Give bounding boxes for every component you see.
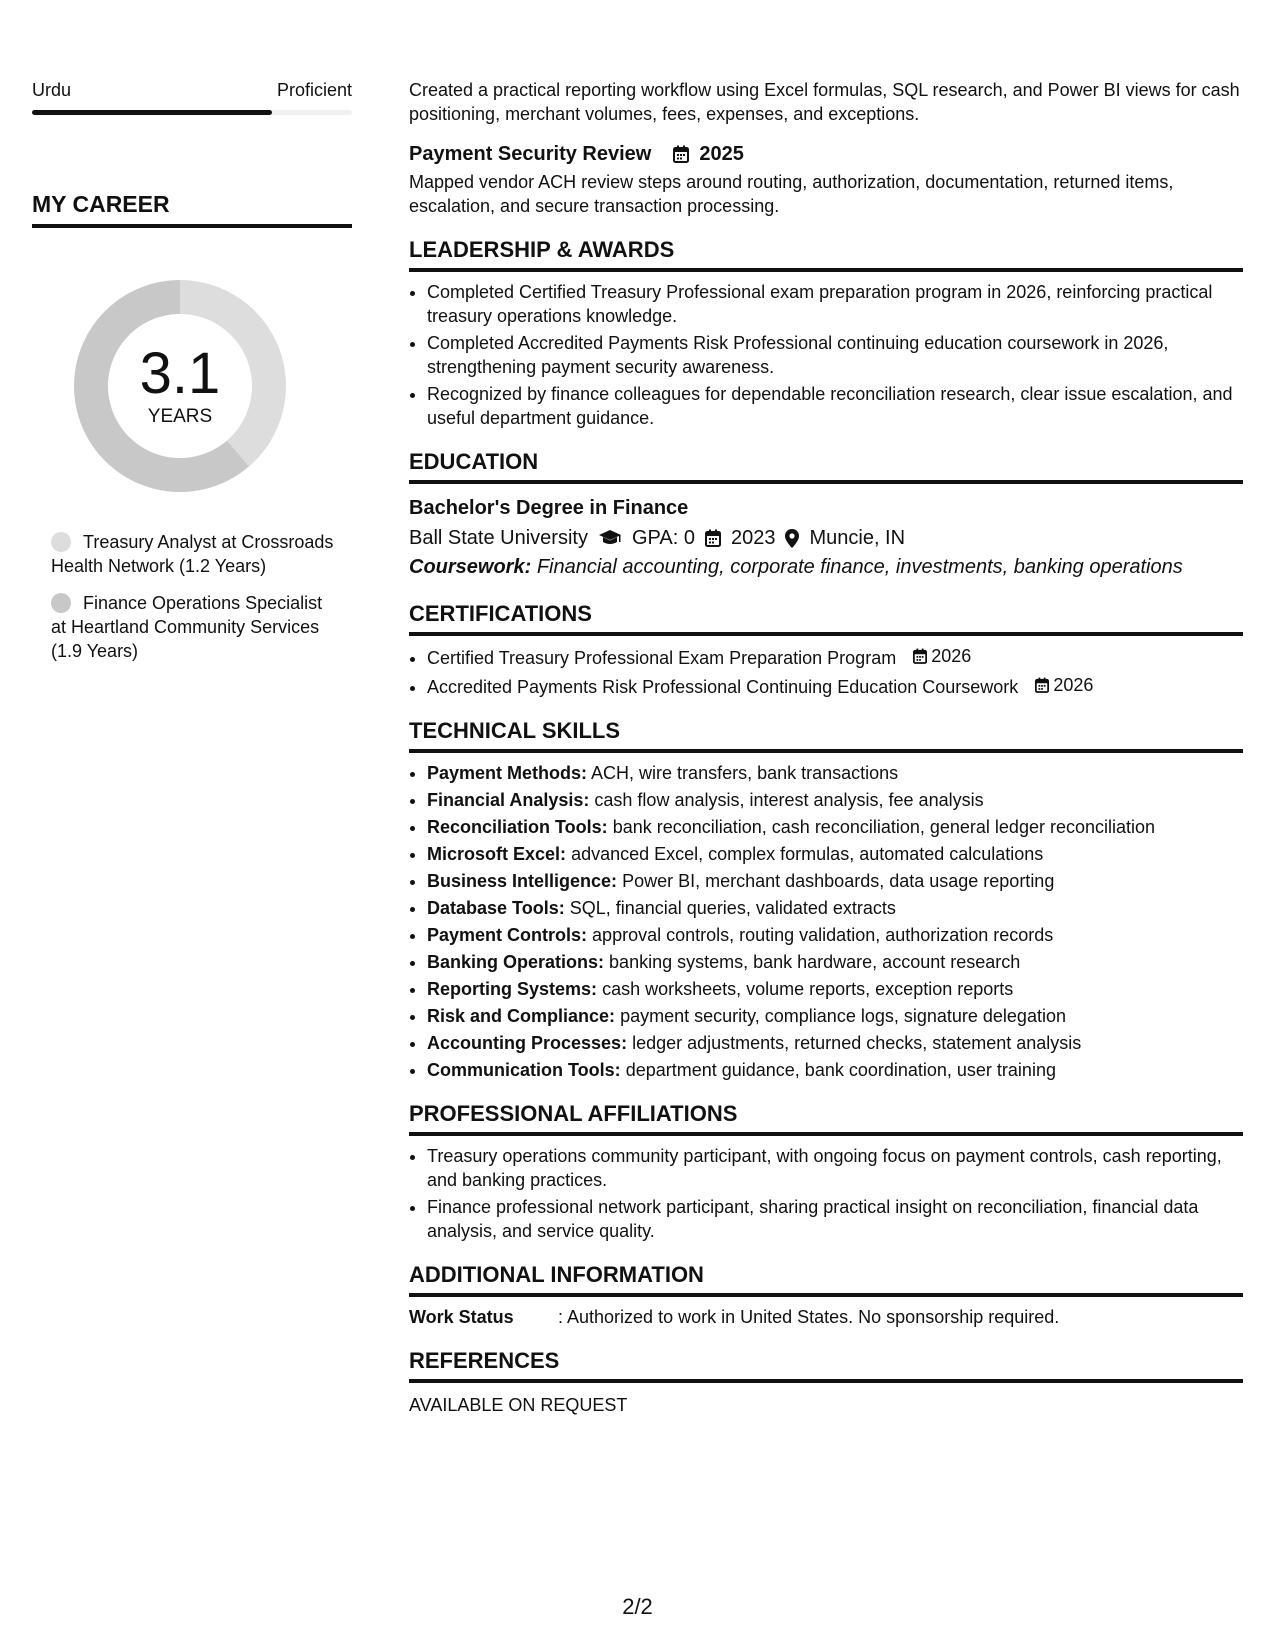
- leadership-list: [409, 280, 1243, 430]
- skill-item: [427, 896, 1243, 920]
- skill-label: Payment Methods:: [427, 763, 588, 783]
- affiliations-section-title: PROFESSIONAL AFFILIATIONS: [409, 1100, 1243, 1136]
- career-legend-label: Treasury Analyst at Crossroads Health Network (1.2 Years): [51, 532, 334, 576]
- list-item: • Recognized by finance colleagues for dependable reconciliation research, clear issue escalation, and useful department guidance.: [427, 382, 1243, 430]
- project-title: Payment Security Review: [409, 143, 652, 165]
- education-meta: [409, 524, 1243, 552]
- skill-value: ledger adjustments, returned checks, statement analysis: [632, 1033, 1082, 1053]
- career-legend-item: [51, 530, 341, 578]
- education-gpa: GPA: 0: [631, 527, 695, 549]
- list-item: • Completed Accredited Payments Risk Professional continuing education coursework in 2026, strengthening payment security awareness.: [427, 331, 1243, 379]
- list-item: [427, 644, 1243, 670]
- career-total-years: 3.1: [139, 341, 221, 406]
- references-text: AVAILABLE ON REQUEST: [409, 1395, 628, 1415]
- career-legend: [32, 530, 352, 663]
- skill-item: [427, 842, 1243, 866]
- project-year: 2025: [699, 143, 744, 165]
- affiliations-list: [409, 1144, 1243, 1243]
- calendar-icon: [1035, 677, 1049, 693]
- skill-value: department guidance, bank coordination, user training: [625, 1060, 1056, 1080]
- certification-year: 2026: [931, 646, 972, 666]
- project-description: Mapped vendor ACH review steps around routing, authorization, documentation, returned items, escalation, and secure transaction processing.: [409, 172, 1174, 216]
- skill-item: [427, 1031, 1243, 1055]
- additional-info-section-title: ADDITIONAL INFORMATION: [409, 1261, 1243, 1297]
- education-section-title: EDUCATION: [409, 448, 1243, 484]
- career-section-title: MY CAREER: [32, 191, 352, 228]
- skill-value: Power BI, merchant dashboards, data usage reporting: [622, 871, 1055, 891]
- skill-label: Business Intelligence:: [427, 871, 618, 891]
- certifications-list: [409, 644, 1243, 699]
- calendar-icon: [913, 648, 927, 664]
- legend-dot-icon: [51, 593, 71, 613]
- skill-item: [427, 950, 1243, 974]
- career-donut-chart: [66, 272, 294, 500]
- skills-list: [409, 761, 1243, 1082]
- skill-value: approval controls, routing validation, authorization records: [592, 925, 1054, 945]
- education-location: Muncie, IN: [809, 527, 906, 549]
- skill-item: [427, 1058, 1243, 1082]
- skill-item: [427, 1004, 1243, 1028]
- skill-value: advanced Excel, complex formulas, automated calculations: [571, 844, 1044, 864]
- main-content: [409, 78, 1243, 1417]
- calendar-icon: [705, 529, 721, 547]
- work-status-value: : Authorized to work in United States. No sponsorship required.: [558, 1307, 1060, 1327]
- skill-item: [427, 761, 1243, 785]
- list-item: • Treasury operations community participant, with ongoing focus on payment controls, cash reporting, and banking practices.: [427, 1144, 1243, 1192]
- references-section-title: REFERENCES: [409, 1347, 1243, 1383]
- skill-label: Database Tools:: [427, 898, 565, 918]
- skill-item: [427, 788, 1243, 812]
- certifications-section-title: CERTIFICATIONS: [409, 600, 1243, 636]
- language-level-fill: [32, 110, 272, 115]
- graduation-cap-icon: [598, 529, 622, 547]
- skills-section-title: TECHNICAL SKILLS: [409, 717, 1243, 753]
- donut-center: [66, 272, 294, 500]
- skill-item: [427, 869, 1243, 893]
- skill-label: Accounting Processes:: [427, 1033, 628, 1053]
- certification-date: [1035, 673, 1093, 697]
- list-item: • Finance professional network participant, sharing practical insight on reconciliation, financial data analysis, and service quality.: [427, 1195, 1243, 1243]
- map-pin-icon: [785, 529, 799, 548]
- skill-label: Payment Controls:: [427, 925, 588, 945]
- skill-label: Microsoft Excel:: [427, 844, 567, 864]
- skill-value: cash worksheets, volume reports, exception reports: [602, 979, 1014, 999]
- calendar-icon: [673, 145, 689, 163]
- skill-value: ACH, wire transfers, bank transactions: [591, 763, 899, 783]
- list-item: • Completed Certified Treasury Professional exam preparation program in 2026, reinforcing practical treasury operations knowledge.: [427, 280, 1243, 328]
- skill-item: [427, 815, 1243, 839]
- list-item: [427, 673, 1243, 699]
- skill-label: Financial Analysis:: [427, 790, 590, 810]
- intro-text: Created a practical reporting workflow using Excel formulas, SQL research, and Power BI views for cash positioning, merchant volumes, fees, expenses, and exceptions.: [409, 80, 1240, 124]
- language-level: Proficient: [276, 80, 352, 100]
- skill-label: Reporting Systems:: [427, 979, 598, 999]
- work-status-row: [409, 1305, 1243, 1329]
- work-status-label: Work Status: [409, 1307, 514, 1327]
- skill-label: Reconciliation Tools:: [427, 817, 608, 837]
- language-level-bar: [32, 110, 352, 115]
- skill-item: [427, 977, 1243, 1001]
- skill-label: Banking Operations:: [427, 952, 605, 972]
- coursework-label: Coursework:: [409, 556, 532, 578]
- skill-item: [427, 923, 1243, 947]
- skill-label: Communication Tools:: [427, 1060, 621, 1080]
- leadership-section-title: LEADERSHIP & AWARDS: [409, 236, 1243, 272]
- language-row: [32, 78, 352, 102]
- certification-year: 2026: [1053, 675, 1094, 695]
- page-number: 2/2: [622, 1594, 653, 1619]
- skill-value: cash flow analysis, interest analysis, fee analysis: [594, 790, 984, 810]
- project-heading: [409, 140, 1243, 168]
- career-legend-label: Finance Operations Specialist at Heartland Community Services (1.9 Years): [51, 593, 323, 661]
- legend-dot-icon: [51, 532, 71, 552]
- education-year: 2023: [730, 527, 776, 549]
- language-name: Urdu: [32, 80, 72, 100]
- skill-label: Risk and Compliance:: [427, 1006, 616, 1026]
- certification-name: Certified Treasury Professional Exam Preparation Program: [427, 648, 897, 668]
- skill-value: payment security, compliance logs, signature delegation: [620, 1006, 1066, 1026]
- education-school: Ball State University: [409, 527, 588, 549]
- career-total-unit: YEARS: [147, 406, 213, 427]
- career-legend-item: [51, 591, 341, 663]
- education-degree: Bachelor's Degree in Finance: [409, 497, 689, 519]
- skill-value: SQL, financial queries, validated extracts: [569, 898, 896, 918]
- coursework-text: Financial accounting, corporate finance, investments, banking operations: [536, 556, 1183, 578]
- skill-value: bank reconciliation, cash reconciliation, general ledger reconciliation: [612, 817, 1156, 837]
- skill-value: banking systems, bank hardware, account research: [609, 952, 1021, 972]
- certification-date: [913, 644, 971, 668]
- education-coursework: [409, 552, 1243, 582]
- certification-name: Accredited Payments Risk Professional Continuing Education Coursework: [427, 677, 1019, 697]
- sidebar: [32, 78, 352, 676]
